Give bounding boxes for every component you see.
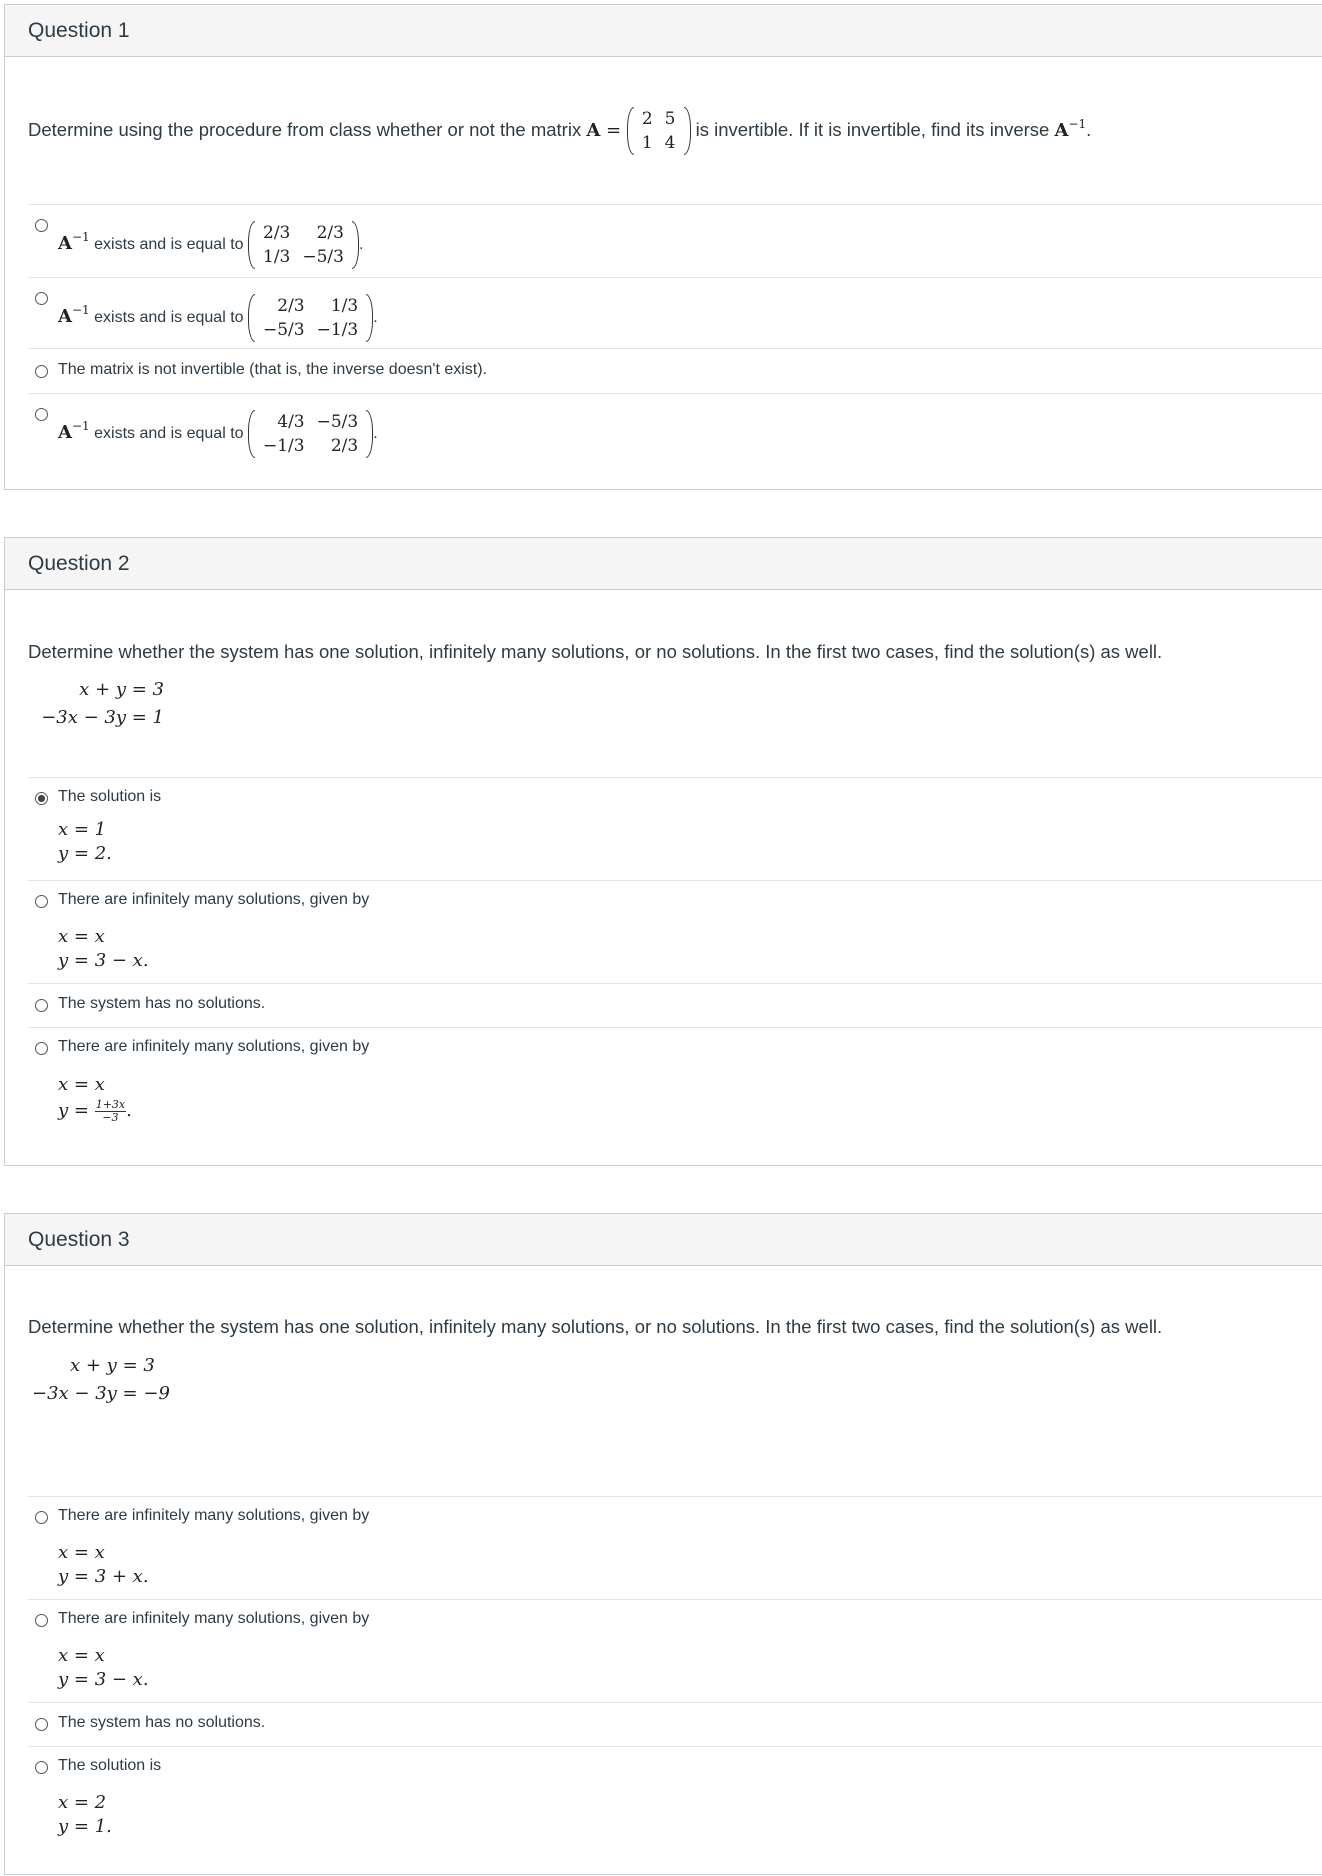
period: . xyxy=(358,236,364,254)
radio-button[interactable] xyxy=(35,999,48,1012)
equation-system xyxy=(32,676,164,732)
prompt-text: Determine whether the system has one solution, infinitely many solutions, or no solutions. In the first two cases, find the solution(s) as well. xyxy=(28,1316,1163,1337)
matrix-symbol: A xyxy=(1054,119,1069,141)
matrix-cell: 4 xyxy=(664,133,676,153)
equation: x = x xyxy=(58,1074,105,1095)
radio-button[interactable] xyxy=(35,292,48,305)
answer-option[interactable] xyxy=(28,1496,1322,1599)
matrix-cell: 1/3 xyxy=(330,296,359,316)
matrix-cell: 1 xyxy=(641,133,653,153)
question-1 xyxy=(4,4,1322,490)
matrix-cell: −5/3 xyxy=(302,247,344,267)
solution-lines xyxy=(58,1791,112,1839)
equation: x = x xyxy=(58,1645,105,1666)
option-label: There are infinitely many solutions, given by xyxy=(58,891,370,908)
equation: y = 1. xyxy=(58,1816,112,1837)
solution-lines: x = x y = $\frac{1+3x}{-3}$ . xyxy=(58,1074,132,1124)
question-title: Question 2 xyxy=(5,538,1322,590)
equation: x = x xyxy=(58,1542,105,1563)
equation: y = 3 − x. xyxy=(58,1669,149,1690)
radio-button[interactable] xyxy=(35,1511,48,1524)
equation: y = xyxy=(58,1100,89,1121)
matrix-cell: 4/3 xyxy=(277,412,305,432)
option-label: The matrix is not invertible (that is, the inverse doesn't exist). xyxy=(58,361,488,378)
radio-button[interactable] xyxy=(35,895,48,908)
matrix-cell: −1/3 xyxy=(316,320,359,340)
prompt-text: Determine whether the system has one solution, infinitely many solutions, or no solutions. In the first two cases, find the solution(s) as well. xyxy=(28,641,1163,662)
answer-matrix xyxy=(248,294,373,342)
inverse-superscript: −1 xyxy=(71,303,90,318)
radio-button[interactable] xyxy=(35,219,48,232)
radio-button-selected[interactable] xyxy=(35,792,48,805)
radio-button[interactable] xyxy=(35,1042,48,1055)
option-content xyxy=(58,221,363,269)
matrix-cell: −5/3 xyxy=(263,320,305,340)
matrix-cell: −1/3 xyxy=(263,436,305,456)
answer-option[interactable] xyxy=(28,348,1322,393)
answer-option[interactable] xyxy=(28,1027,1322,1161)
matrix-symbol: A xyxy=(58,306,72,328)
inverse-superscript: −1 xyxy=(71,419,90,434)
matrix-cell: 2/3 xyxy=(277,296,305,316)
option-content xyxy=(58,410,378,458)
matrix-symbol: A xyxy=(586,119,601,141)
fraction-denominator: −3 xyxy=(102,1110,119,1124)
radio-button[interactable] xyxy=(35,1761,48,1774)
prompt-text: Determine using the procedure from class whether or not the matrix xyxy=(28,118,582,140)
equation: y = 3 + x. xyxy=(58,1566,149,1587)
question-prompt xyxy=(5,590,1322,777)
equation: x + y = 3 xyxy=(70,1355,155,1376)
equals-sign: = xyxy=(600,119,627,141)
matrix-cell: 2/3 xyxy=(316,223,344,243)
equation: x = 2 xyxy=(58,1792,107,1813)
equation: −3x − 3y = −9 xyxy=(32,1383,170,1404)
fraction xyxy=(95,1099,126,1124)
radio-button[interactable] xyxy=(35,1614,48,1627)
radio-button[interactable] xyxy=(35,365,48,378)
answer-option[interactable] xyxy=(28,777,1322,880)
radio-button[interactable] xyxy=(35,408,48,421)
answer-option[interactable] xyxy=(28,1702,1322,1746)
equation: x + y = 3 xyxy=(79,679,164,700)
answer-option[interactable] xyxy=(28,983,1322,1027)
fraction-numerator: 1+3x xyxy=(95,1097,126,1111)
matrix-a xyxy=(627,107,691,155)
solution-lines xyxy=(58,1541,149,1589)
matrix-cell: −5/3 xyxy=(316,412,359,432)
option-label: exists and is equal to xyxy=(94,236,244,254)
question-title: Question 1 xyxy=(5,5,1322,57)
equation: −3x − 3y = 1 xyxy=(41,707,164,728)
question-prompt xyxy=(5,1266,1322,1496)
option-label: exists and is equal to xyxy=(94,309,244,327)
radio-button[interactable] xyxy=(35,1718,48,1731)
answer-option[interactable] xyxy=(28,880,1322,983)
answer-option[interactable] xyxy=(28,1746,1322,1876)
option-label: There are infinitely many solutions, given by xyxy=(58,1038,370,1055)
option-label: The system has no solutions. xyxy=(58,1714,266,1731)
option-label: There are infinitely many solutions, given by xyxy=(58,1610,370,1627)
option-label: exists and is equal to xyxy=(94,425,244,443)
inverse-superscript: −1 xyxy=(1068,116,1087,131)
matrix-cell: 2/3 xyxy=(330,436,359,456)
question-2 xyxy=(4,537,1322,1166)
period: . xyxy=(373,425,378,443)
option-label: There are infinitely many solutions, given by xyxy=(58,1507,370,1524)
option-label: The solution is xyxy=(58,1757,162,1774)
solution-lines xyxy=(58,925,149,973)
matrix-cell: 2/3 xyxy=(263,223,291,243)
matrix-cell: 2 xyxy=(641,109,653,129)
period: . xyxy=(373,309,378,327)
answer-matrix xyxy=(248,410,373,458)
equation-system xyxy=(32,1352,170,1408)
matrix-cell: 1/3 xyxy=(263,247,291,267)
period: . xyxy=(1086,118,1092,140)
question-prompt xyxy=(5,57,1322,204)
equation: x = 1 xyxy=(58,819,107,840)
inverse-superscript: −1 xyxy=(71,230,90,245)
equation: x = x xyxy=(58,926,105,947)
prompt-text: is invertible. If it is invertible, find its inverse xyxy=(695,118,1050,140)
equation: y = 2. xyxy=(58,843,112,864)
option-label: The solution is xyxy=(58,788,162,805)
answer-matrix xyxy=(248,221,359,269)
answer-option[interactable] xyxy=(28,393,1322,486)
matrix-cell: 5 xyxy=(664,109,676,129)
answer-option[interactable] xyxy=(28,204,1322,277)
question-title: Question 3 xyxy=(5,1214,1322,1266)
matrix-symbol: A xyxy=(58,422,72,444)
option-content xyxy=(58,294,378,342)
option-label: The system has no solutions. xyxy=(58,995,266,1012)
question-3 xyxy=(4,1213,1322,1875)
answer-option[interactable] xyxy=(28,1599,1322,1702)
answer-option[interactable] xyxy=(28,277,1322,348)
solution-lines xyxy=(58,818,112,866)
equation: y = 3 − x. xyxy=(58,950,149,971)
solution-lines xyxy=(58,1644,149,1692)
matrix-symbol: A xyxy=(58,233,72,255)
